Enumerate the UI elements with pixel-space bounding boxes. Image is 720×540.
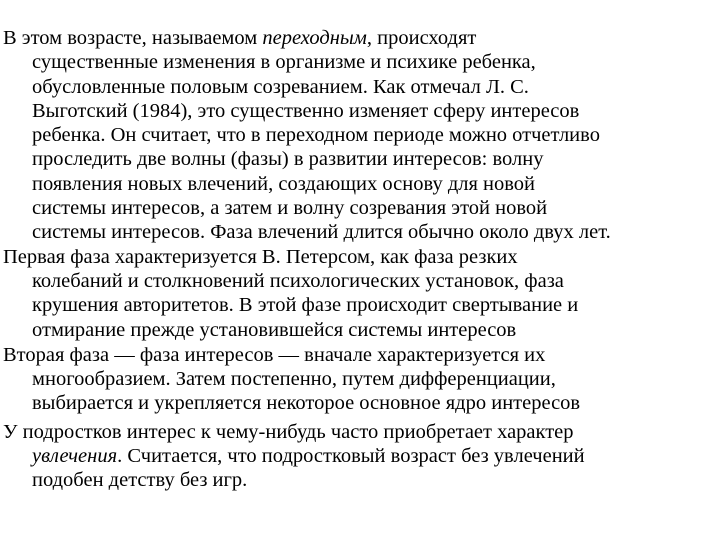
text-line: ребенка. Он считает, что в переходном периоде можно отчетливо [32, 124, 600, 147]
text-line: обусловленные половым созреванием. Как отмечал Л. С. [32, 75, 529, 98]
text-line: существенные изменения в организме и психике ребенка, [32, 51, 536, 74]
text-run: . Считается, что подростковый возраст без увлечений [117, 445, 585, 468]
emphasis-term: переходным [262, 27, 367, 49]
text-line: Выготский (1984), это существенно изменяет сферу интересов [32, 99, 580, 122]
text-line: Первая фаза характеризуется В. Петерсом, как фаза резких [3, 245, 518, 268]
paragraph-passion [0, 420, 720, 493]
text-line: проследить две волны (фазы) в развитии интересов: волну [32, 148, 544, 171]
text-line: подобен детству без игр. [32, 469, 248, 492]
text-line: системы интересов, а затем и волну созревания этой новой [32, 197, 548, 220]
text-line [0, 444, 720, 468]
paragraph-transitional-age [0, 26, 720, 245]
text-line: Вторая фаза — фаза интересов — вначале характеризуется их [3, 343, 546, 366]
text-line: крушения авторитетов. В этой фазе происходит свертывание и [32, 294, 579, 317]
text-line: выбирается и укрепляется некоторое основное ядро интересов [32, 392, 581, 415]
text-line: многообразием. Затем постепенно, путем дифференциации, [32, 368, 556, 391]
text-run: В этом возрасте, называемом [3, 27, 263, 49]
paragraph-second-phase [0, 343, 720, 416]
text-line: колебаний и столкновений психологических установок, фаза [32, 269, 564, 292]
paragraph-first-phase [0, 245, 720, 342]
text-run: , происходят [366, 27, 477, 49]
text-line: появления новых влечений, создающих основу для новой [32, 172, 536, 195]
emphasis-term: увлечения [32, 445, 118, 468]
text-line [0, 26, 720, 50]
text-line: У подростков интерес к чему-нибудь часто приобретает характер [3, 420, 574, 443]
text-line: системы интересов. Фаза влечений длится обычно около двух лет. [32, 221, 611, 244]
document-body [0, 26, 720, 493]
text-line: отмирание прежде установившейся системы интересов [32, 318, 517, 341]
